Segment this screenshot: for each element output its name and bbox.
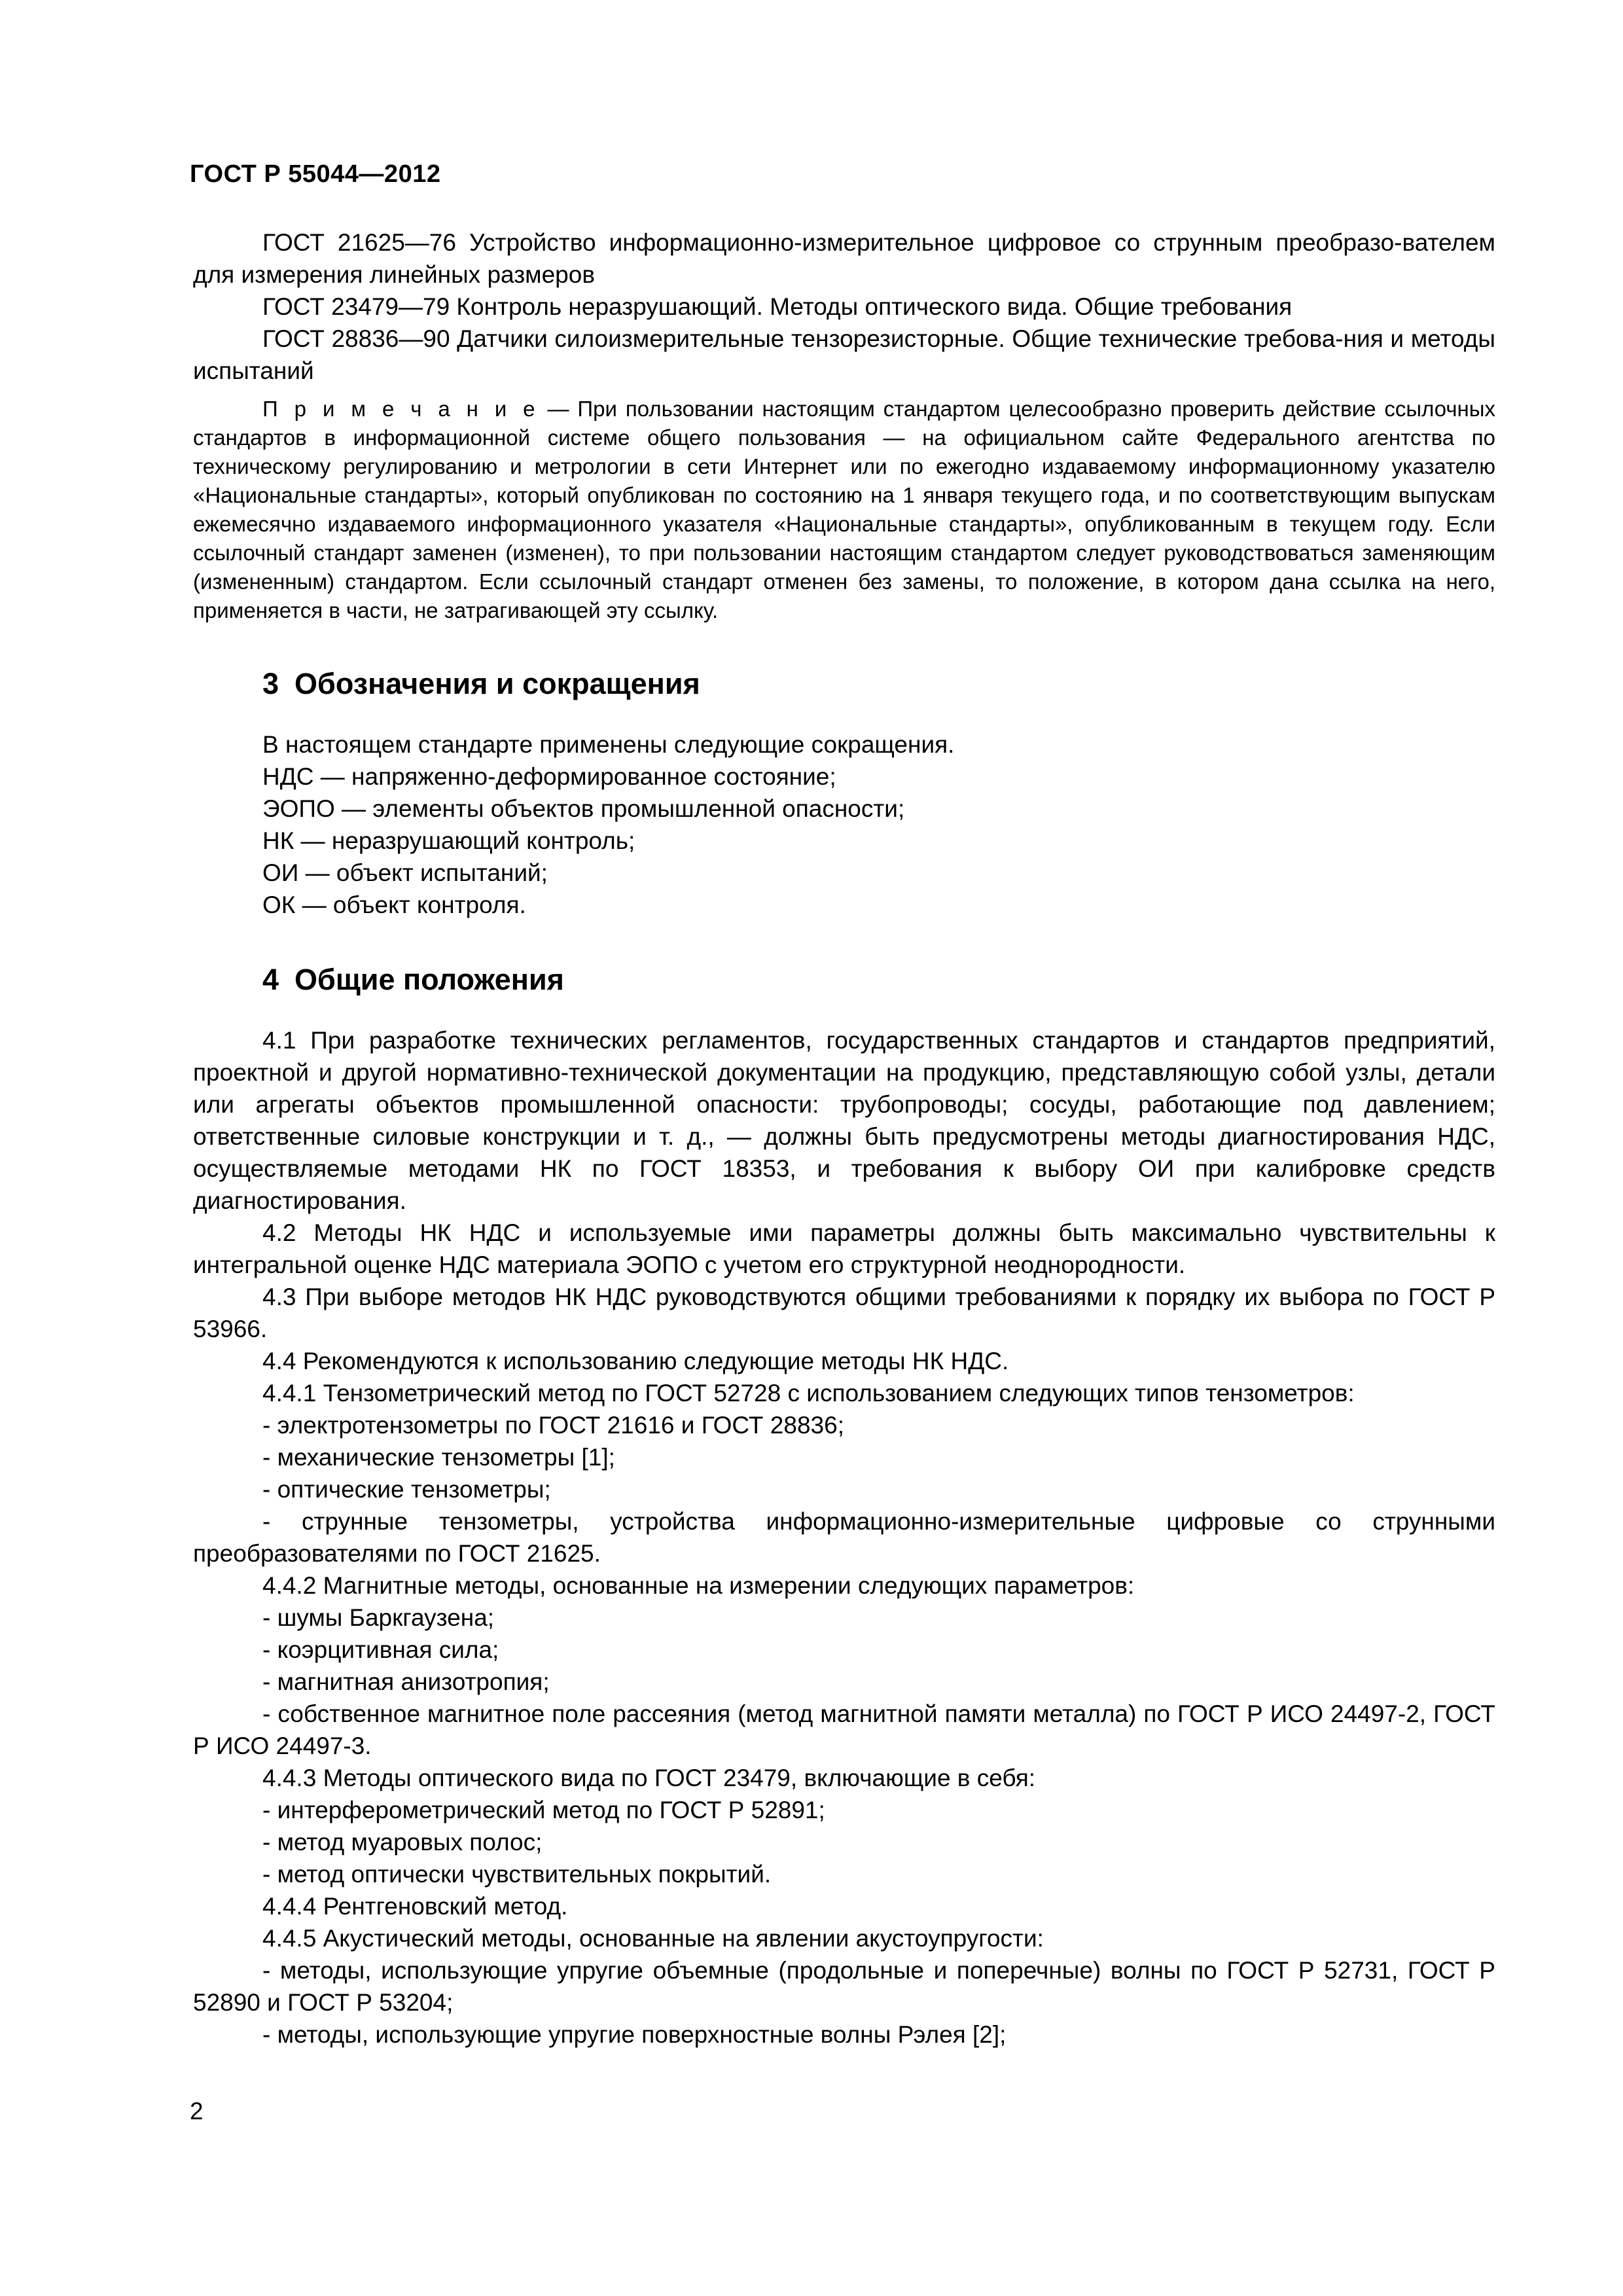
paragraph: 4.4 Рекомендуются к использованию следующие методы НК НДС.: [262, 1348, 1009, 1374]
note-paragraph: [193, 395, 1495, 625]
list-item: - метод оптически чувствительных покрытий.: [262, 1861, 772, 1888]
paragraph: 4.4.4 Рентгеновский метод.: [262, 1893, 568, 1920]
abbreviation-item: НК — неразрушающий контроль;: [262, 827, 635, 854]
section-heading: [262, 666, 1495, 702]
note-label: П р и м е ч а н и е: [262, 397, 539, 421]
abbreviation-item: ЭОПО — элементы объектов промышленной опасности;: [262, 795, 905, 822]
note-text: — При пользовании настоящим стандартом целесообразно проверить действие ссылочных стандартов в информационной системе общего пользования — на официальном сайте Федерального агентства по техническому регулированию и метрологии в сети Интернет или по ежегодно издаваемому информационному указателю «Национальные стандарты», который опубликован по состоянию на 1 января текущего года, и по соответствующим выпускам ежемесячно издаваемого информационного указателя «Национальные стандарты», опубликованным в текущем году. Если ссылочный стандарт заменен (изменен), то при пользовании настоящим стандартом следует руководствоваться заменяющим (измененным) стандартом. Если ссылочный стандарт отменен без замены, то положение, в котором дана ссылка на него, применяется в части, не затрагивающей эту ссылку.: [193, 397, 1495, 622]
document-header: ГОСТ Р 55044—2012: [190, 160, 441, 188]
document-body: [193, 226, 1495, 2051]
abbreviation-item: НДС — напряженно-деформированное состояние;: [262, 763, 836, 790]
paragraph: 4.4.1 Тензометрический метод по ГОСТ 52728 с использованием следующих типов тензометров:: [262, 1380, 1355, 1407]
section-number: 4: [262, 963, 279, 996]
paragraph: 4.4.3 Методы оптического вида по ГОСТ 23479, включающие в себя:: [262, 1765, 1036, 1791]
page-number: 2: [190, 2098, 204, 2125]
paragraph: 4.1 При разработке технических регламентов, государственных стандартов и стандартов предприятий, проектной и другой нормативно-технической документации на продукцию, представляющую собой узлы, детали или агрегаты объектов промышленной опасности: трубопроводы; сосуды, работающие под давлением; ответственные силовые конструкции и т. д., — должны быть предусмотрены методы диагностирования НДС, осуществляемые методами НК по ГОСТ 18353, и требования к выбору ОИ при калибровке средств диагностирования.: [193, 1027, 1495, 1214]
section-title: Обозначения и сокращения: [294, 667, 700, 700]
abbreviation-item: ОК — объект контроля.: [262, 891, 526, 918]
list-item: - магнитная анизотропия;: [262, 1668, 550, 1695]
list-item: - оптические тензометры;: [262, 1476, 551, 1503]
section-intro: В настоящем стандарте применены следующие сокращения.: [262, 731, 955, 758]
paragraph: 4.4.5 Акустический методы, основанные на явлении акустоупругости:: [262, 1925, 1044, 1952]
list-item: - интерферометрический метод по ГОСТ Р 52891;: [262, 1797, 825, 1823]
abbreviation-item: ОИ — объект испытаний;: [262, 859, 548, 886]
list-item: - шумы Баркгаузена;: [262, 1604, 495, 1631]
list-item: - методы, использующие упругие поверхностные волны Рэлея [2];: [262, 2021, 1007, 2048]
list-item: - струнные тензометры, устройства информационно-измерительные цифровые со струнными преобразователями по ГОСТ 21625.: [193, 1508, 1495, 1567]
list-item: - методы, использующие упругие объемные (продольные и поперечные) волны по ГОСТ Р 52731, ГОСТ Р 52890 и ГОСТ Р 53204;: [193, 1957, 1495, 2016]
reference-item: ГОСТ 21625—76 Устройство информационно-измерительное цифровое со струнным преобразо-вателем для измерения линейных размеров: [193, 229, 1495, 288]
reference-item: ГОСТ 23479—79 Контроль неразрушающий. Методы оптического вида. Общие требования: [262, 293, 1293, 320]
reference-item: ГОСТ 28836—90 Датчики силоизмерительные тензорезисторные. Общие технические требова-ния и методы испытаний: [193, 325, 1495, 384]
paragraph: 4.2 Методы НК НДС и используемые ими параметры должны быть максимально чувствительны к интегральной оценке НДС материала ЭОПО с учетом его структурной неоднородности.: [193, 1219, 1495, 1278]
list-item: - электротензометры по ГОСТ 21616 и ГОСТ 28836;: [262, 1412, 844, 1439]
paragraph: 4.4.2 Магнитные методы, основанные на измерении следующих параметров:: [262, 1572, 1135, 1599]
list-item: - метод муаровых полос;: [262, 1829, 543, 1856]
section-number: 3: [262, 667, 279, 700]
list-item: - собственное магнитное поле рассеяния (метод магнитной памяти металла) по ГОСТ Р ИСО 24497-2, ГОСТ Р ИСО 24497-3.: [193, 1700, 1495, 1759]
section-heading: [262, 961, 1495, 998]
section-title: Общие положения: [294, 963, 564, 996]
paragraph: 4.3 При выборе методов НК НДС руководствуются общими требованиями к порядку их выбора по ГОСТ Р 53966.: [193, 1283, 1495, 1342]
list-item: - коэрцитивная сила;: [262, 1636, 499, 1663]
list-item: - механические тензометры [1];: [262, 1444, 615, 1471]
